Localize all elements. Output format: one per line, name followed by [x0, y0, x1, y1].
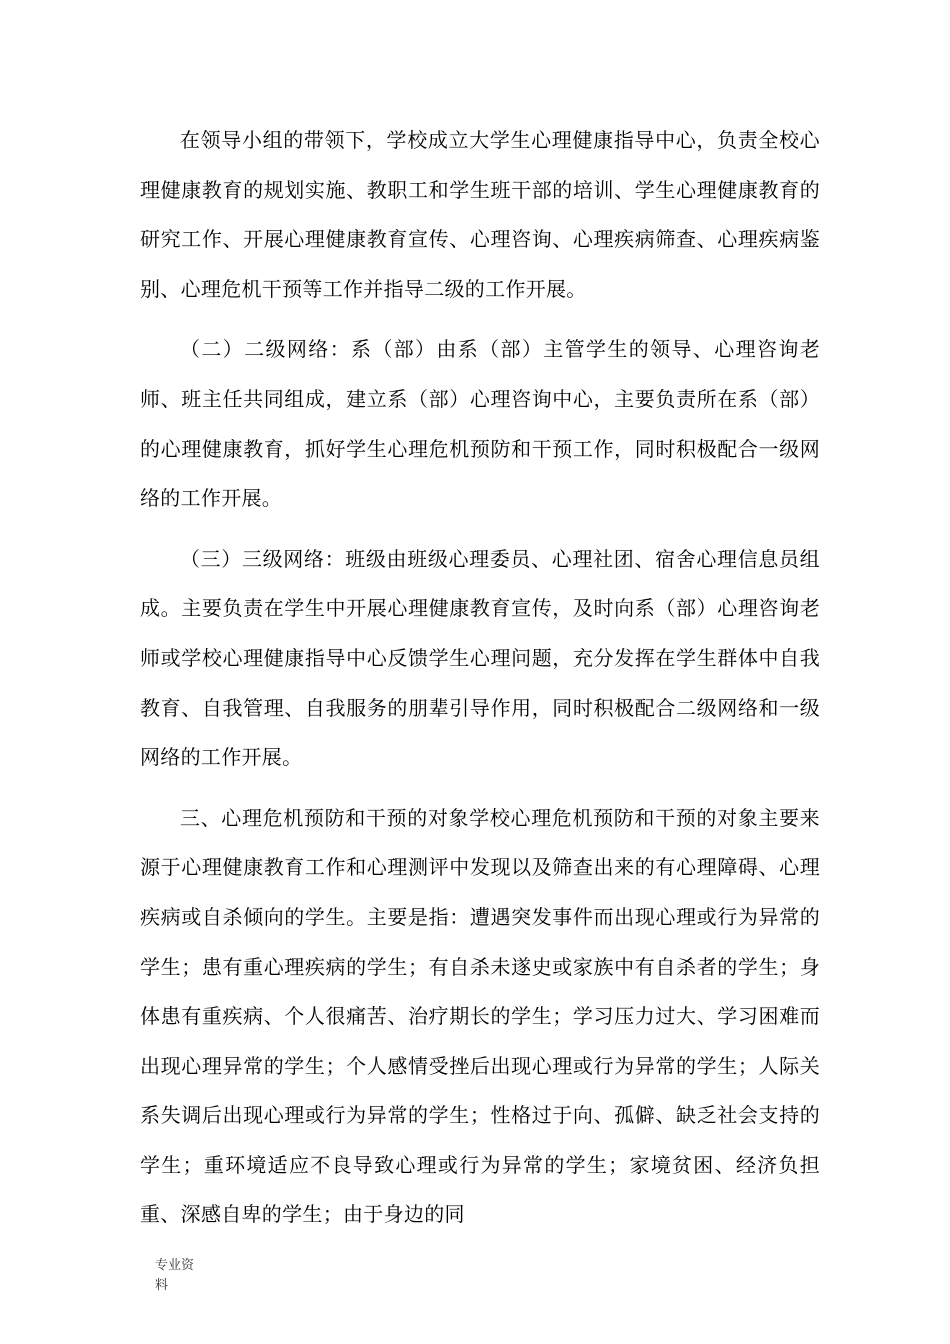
paragraph-tertiary-network: （三）三级网络：班级由班级心理委员、心理社团、宿舍心理信息员组成。主要负责在学生中开展心理健康教育宣传，及时向系（部）心理咨询老师或学校心理健康指导中心反馈学生心理问题，充分发挥在学生群体中自我教育、自我管理、自我服务的朋辈引导作用，同时积极配合二级网络和一级网络的工作开展。	[140, 546, 820, 770]
paragraph-leadership-center: 在领导小组的带领下，学校成立大学生心理健康指导中心，负责全校心理健康教育的规划实施、教职工和学生班干部的培训、学生心理健康教育的研究工作、开展心理健康教育宣传、心理咨询、心理疾病筛查、心理疾病鉴别、心理危机干预等工作并指导二级的工作开展。	[140, 128, 820, 301]
page-footer: 专业资料	[155, 1258, 195, 1293]
paragraph-intervention-targets: 三、心理危机预防和干预的对象学校心理危机预防和干预的对象主要来源于心理健康教育工作和心理测评中发现以及筛查出来的有心理障碍、心理疾病或自杀倾向的学生。主要是指：遭遇突发事件而出现心理或行为异常的学生；患有重心理疾病的学生；有自杀未遂史或家族中有自杀者的学生；身体患有重疾病、个人很痛苦、治疗期长的学生；学习压力过大、学习困难而出现心理异常的学生；个人感情受挫后出现心理或行为异常的学生；人际关系失调后出现心理或行为异常的学生；性格过于向、孤僻、缺乏社会支持的学生；重环境适应不良导致心理或行为异常的学生；家境贫困、经济负担重、深感自卑的学生；由于身边的同	[140, 805, 820, 1227]
paragraph-secondary-network: （二）二级网络：系（部）由系（部）主管学生的领导、心理咨询老师、班主任共同组成，建立系（部）心理咨询中心，主要负责所在系（部）的心理健康教育，抓好学生心理危机预防和干预工作，同时积极配合一级网络的工作开展。	[140, 337, 820, 511]
document-body	[140, 116, 820, 1251]
